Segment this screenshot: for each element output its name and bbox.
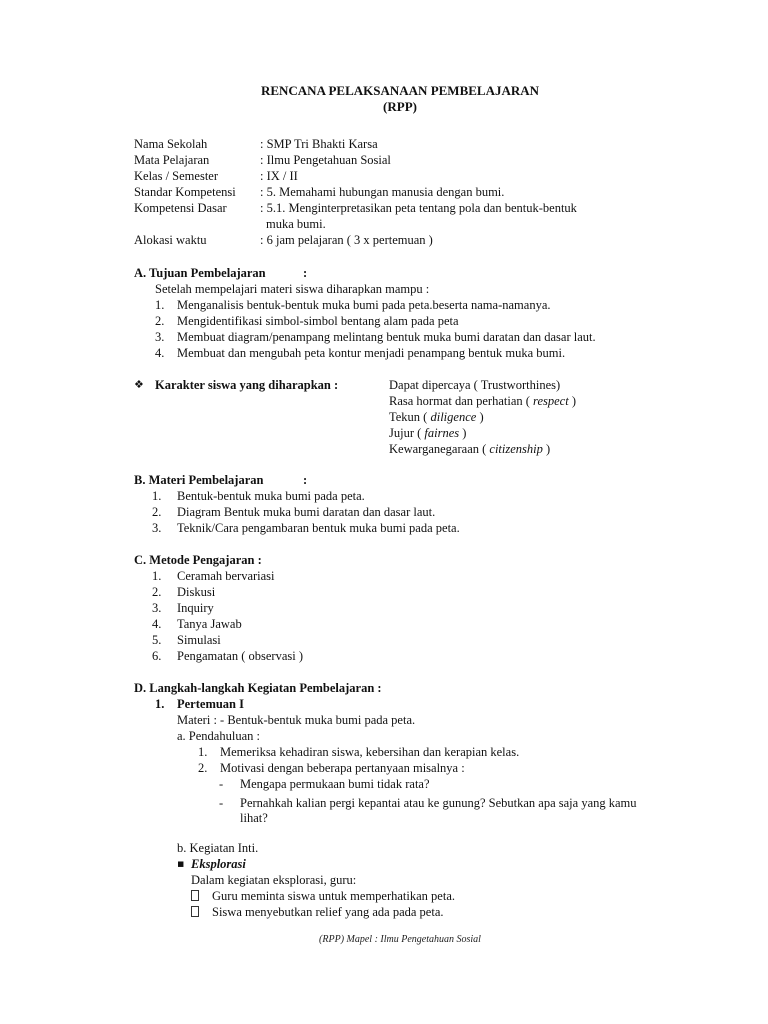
square-bullet-icon: ▪ [177, 857, 185, 870]
list-number: 3. [152, 521, 162, 535]
doc-subtitle: (RPP) [383, 99, 417, 114]
list-item: Diagram Bentuk muka bumi daratan dan dasar laut. [177, 505, 436, 519]
list-number: 4. [152, 617, 162, 631]
eksplorasi-heading: Eksplorasi [191, 857, 246, 871]
identity-value: : SMP Tri Bhakti Karsa [260, 137, 378, 151]
diamond-bullet-icon: ❖ [134, 378, 144, 391]
question-item-continued: lihat? [240, 811, 268, 825]
list-number: 6. [152, 649, 162, 663]
list-number: 2. [155, 314, 165, 328]
list-number: 1. [152, 569, 162, 583]
karakter-item: Dapat dipercaya ( Trustworthines) [389, 378, 561, 392]
materi-line: Materi : - Bentuk-bentuk muka bumi pada peta. [177, 713, 416, 727]
identity-value: : 5.1. Menginterpretasikan peta tentang pola dan bentuk-bentuk [260, 201, 577, 215]
page-footer: (RPP) Mapel : Ilmu Pengetahuan Sosial [319, 934, 481, 945]
list-item: Membuat diagram/penampang melintang bentuk muka bumi daratan dan dasar laut. [177, 330, 596, 344]
list-item: Mengidentifikasi simbol-simbol bentang alam pada peta [177, 314, 459, 328]
section-heading-metode: C. Metode Pengajaran : [134, 553, 262, 567]
list-item: Motivasi dengan beberapa pertanyaan misalnya : [220, 761, 465, 775]
list-number: 1. [155, 697, 165, 711]
section-heading-colon: : [303, 473, 308, 487]
list-item: Memeriksa kehadiran siswa, kebersihan dan kerapian kelas. [220, 745, 520, 759]
eksplorasi-item: Siswa menyebutkan relief yang ada pada peta. [212, 905, 444, 919]
doc-title: RENCANA PELAKSANAAN PEMBELAJARAN [260, 83, 540, 98]
section-heading-tujuan: A. Tujuan Pembelajaran [134, 266, 266, 280]
list-item: Teknik/Cara pengambaran bentuk muka bumi pada peta. [177, 521, 460, 535]
identity-value: : Ilmu Pengetahuan Sosial [260, 153, 391, 167]
list-item: Membuat dan mengubah peta kontur menjadi penampang bentuk muka bumi. [177, 346, 566, 360]
list-item: Diskusi [177, 585, 216, 599]
list-number: 2. [152, 505, 162, 519]
list-number: 3. [155, 330, 165, 344]
identity-label: Standar Kompetensi [134, 185, 236, 199]
identity-label: Kelas / Semester [134, 169, 219, 183]
karakter-item: Tekun ( diligence ) [389, 410, 484, 424]
checkbox-bullet-icon [191, 904, 199, 920]
list-item: Bentuk-bentuk muka bumi pada peta. [177, 489, 365, 503]
tujuan-intro: Setelah mempelajari materi siswa diharapkan mampu : [155, 282, 430, 296]
list-number: 1. [198, 745, 208, 759]
list-number: 5. [152, 633, 162, 647]
pendahuluan-heading: a. Pendahuluan : [177, 729, 260, 743]
question-item: Pernahkah kalian pergi kepantai atau ke gunung? Sebutkan apa saja yang kamu [240, 796, 637, 810]
identity-label: Mata Pelajaran [134, 153, 210, 167]
identity-value: : 6 jam pelajaran ( 3 x pertemuan ) [260, 233, 433, 247]
list-number: 3. [152, 601, 162, 615]
eksplorasi-intro: Dalam kegiatan eksplorasi, guru: [191, 873, 357, 887]
list-number: 1. [152, 489, 162, 503]
list-number: 1. [155, 298, 165, 312]
list-item: Inquiry [177, 601, 214, 615]
dash-bullet: - [219, 777, 224, 791]
checkbox-bullet-icon [191, 888, 199, 904]
section-heading-langkah: D. Langkah-langkah Kegiatan Pembelajaran : [134, 681, 382, 695]
karakter-item: Rasa hormat dan perhatian ( respect ) [389, 394, 576, 408]
identity-label: Kompetensi Dasar [134, 201, 227, 215]
question-item: Mengapa permukaan bumi tidak rata? [240, 777, 430, 791]
karakter-heading: Karakter siswa yang diharapkan : [155, 378, 339, 392]
list-number: 2. [198, 761, 208, 775]
identity-value-continued: muka bumi. [266, 217, 326, 231]
kegiatan-inti-heading: b. Kegiatan Inti. [177, 841, 259, 855]
list-number: 4. [155, 346, 165, 360]
section-heading-materi: B. Materi Pembelajaran [134, 473, 264, 487]
dash-bullet: - [219, 796, 224, 810]
list-item: Menganalisis bentuk-bentuk muka bumi pada peta.beserta nama-namanya. [177, 298, 551, 312]
karakter-item: Kewarganegaraan ( citizenship ) [389, 442, 551, 456]
identity-label: Alokasi waktu [134, 233, 207, 247]
identity-value: : IX / II [260, 169, 298, 183]
karakter-item: Jujur ( fairnes ) [389, 426, 467, 440]
eksplorasi-item: Guru meminta siswa untuk memperhatikan peta. [212, 889, 455, 903]
identity-value: : 5. Memahami hubungan manusia dengan bumi. [260, 185, 505, 199]
list-item: Ceramah bervariasi [177, 569, 275, 583]
list-item: Simulasi [177, 633, 221, 647]
pertemuan-heading: Pertemuan I [177, 697, 244, 711]
list-number: 2. [152, 585, 162, 599]
identity-label: Nama Sekolah [134, 137, 208, 151]
list-item: Pengamatan ( observasi ) [177, 649, 304, 663]
list-item: Tanya Jawab [177, 617, 242, 631]
section-heading-colon: : [303, 266, 308, 280]
